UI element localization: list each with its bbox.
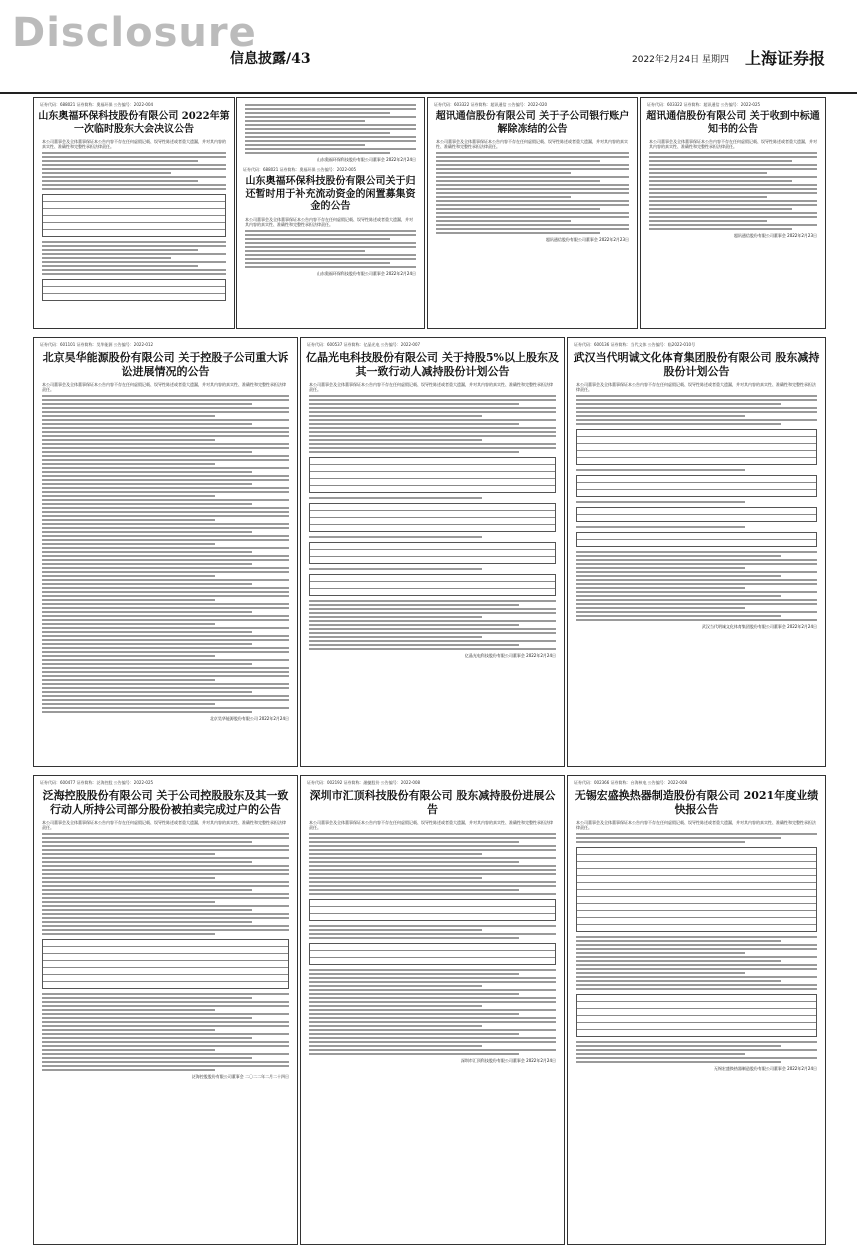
article-signature: 深圳市汇顶科技股份有限公司董事会 2022年2月24日 (460, 1057, 556, 1063)
article-body (309, 497, 556, 499)
article-title: 无锡宏盛换热器制造股份有限公司 2021年度业绩快报公告 (574, 789, 819, 816)
article-body (576, 395, 817, 425)
article-body (309, 536, 556, 538)
newspaper-logo: 上海证券报 (745, 49, 826, 68)
shareholding-table (42, 939, 289, 989)
article-signature: 武汉当代明诚文化体育集团股份有限公司董事会 2022年2月24日 (701, 623, 817, 629)
article-dangdai-reduction (567, 337, 826, 767)
adjusted-data-table (576, 994, 817, 1037)
shareholder-table (576, 429, 817, 465)
article-title: 亿晶光电科技股份有限公司 关于持股5%以上股东及其一致行动人减持股份计划公告 (306, 351, 559, 378)
article-body (309, 568, 556, 570)
article-signature: 超讯通信股份有限公司董事会 2022年2月23日 (545, 237, 629, 242)
vote-table (42, 279, 226, 301)
article-title: 山东奥福环保科技股份有限公司 2022年第一次临时股东大会决议公告 (38, 111, 230, 135)
article-chaoxun-bid (640, 97, 826, 329)
article-body (309, 925, 556, 939)
article-meta: 证券代码：600477 证券简称：泛海控股 公告编号：2022-025 (40, 780, 154, 785)
page-header (0, 0, 857, 94)
article-body (42, 241, 226, 275)
article-title: 山东奥福环保科技股份有限公司关于归还暂时用于补充流动资金的闲置募集资金的公告 (245, 176, 416, 212)
article-notice: 本公司董事会及全体董事保证本公告内容不存在任何虚假记载、误导性陈述或者重大遗漏，并对其内容的真实性、准确性和完整性承担法律责任。 (576, 381, 816, 392)
article-body (436, 152, 629, 234)
article-meta: 证券代码：688021 证券简称：奥福环保 公告编号：2022-004 (40, 102, 154, 107)
article-body (42, 993, 289, 1071)
article-signature: 北京昊华能源股份有限公司 2022年2月24日 (209, 715, 289, 721)
article-body (576, 501, 817, 503)
article-body (576, 469, 817, 471)
article-haohua-lawsuit (33, 337, 298, 767)
article-aofu-funds (236, 97, 425, 329)
article-body (576, 526, 817, 528)
article-body (309, 600, 556, 650)
article-body (42, 833, 289, 935)
article-notice: 本公司董事会及全体董事保证本公告内容不存在任何虚假记载、误导性陈述或者重大遗漏，并对其内容的真实性、准确性和完整性承担法律责任。 (309, 381, 553, 392)
article-aofu-meeting (33, 97, 235, 329)
past-reduction-table (309, 542, 556, 564)
shareholder-table (309, 899, 556, 921)
article-signature: 泛海控股股份有限公司董事会 二〇二二年二月二十四日 (191, 1073, 289, 1079)
article-meta: 证券代码：600136 证券简称：当代文体 公告编号：临2022-010号 (574, 342, 696, 347)
article-signature: 山东奥福环保科技股份有限公司董事会 2022年2月24日 (316, 270, 416, 276)
article-chaoxun-account (427, 97, 638, 329)
article-signature: 亿晶光电科技股份有限公司董事会 2022年2月24日 (464, 652, 556, 658)
section-title-english: Disclosure (12, 10, 257, 56)
past-reduction-table (576, 507, 817, 522)
page-number: /43 (286, 51, 311, 67)
article-meta: 证券代码：603322 证券简称：超讯通信 公告编号：2022-025 (647, 102, 761, 107)
article-fanhai-auction (33, 775, 298, 1245)
article-signature: 超讯通信股份有限公司董事会 2022年2月23日 (733, 233, 817, 238)
article-signature: 山东奥福环保科技股份有限公司董事会 2022年2月24日 (316, 157, 416, 162)
article-body (309, 395, 556, 453)
article-title: 武汉当代明诚文化体育集团股份有限公司 股东减持股份计划公告 (573, 351, 820, 378)
concert-party-table (309, 503, 556, 532)
article-notice: 本公司董事会及全体董事保证本公告内容不存在任何虚假记载、误导性陈述或者重大遗漏，并对其内容的真实性、准确性和完整性承担法律责任。 (576, 819, 816, 830)
article-signature: 无锡宏盛换热器制造股份有限公司董事会 2022年2月24日 (713, 1065, 817, 1071)
article-notice: 本公司董事会及全体董事保证本公告内容不存在任何虚假记载、误导性陈述或者重大遗漏，并对其内容的真实性、准确性和完整性承担法律责任。 (245, 216, 413, 227)
article-notice: 本公司董事会及全体董事保证本公告内容不存在任何虚假记载、误导性陈述或者重大遗漏，并对其内容的真实性、准确性和完整性承担法律责任。 (42, 819, 286, 830)
article-meta: 证券代码：002366 证券简称：台海核电 公告编号：2022-008 (574, 780, 688, 785)
article-body (576, 936, 817, 990)
concert-party-table (576, 475, 817, 497)
article-title: 泛海控股股份有限公司 关于公司控股股东及其一致行动人所持公司部分股份被拍卖完成过户的公告 (42, 789, 289, 816)
shareholder-table (309, 457, 556, 493)
article-notice: 本公司董事会及全体董事保证本公告内容不存在任何虚假记载、误导性陈述或者重大遗漏，并对其内容的真实性、准确性和完整性承担法律责任。 (309, 819, 553, 830)
article-body (245, 230, 416, 268)
article-body (309, 833, 556, 895)
article-body (576, 833, 817, 843)
article-notice: 本公司董事会及全体董事保证本公告内容不存在任何虚假记载、误导性陈述或者重大遗漏，并对其内容的真实性、准确性和完整性承担法律责任。 (42, 139, 226, 149)
article-notice: 本公司董事会及全体董事保证本公告内容不存在任何虚假记载、误导性陈述或者重大遗漏，并对其内容的真实性、准确性和完整性承担法律责任。 (436, 139, 628, 149)
article-body (42, 395, 289, 713)
article-notice: 本公司董事会及全体董事保证本公告内容不存在任何虚假记载、误导性陈述或者重大遗漏，并对其内容的真实性、准确性和完整性承担法律责任。 (649, 139, 817, 149)
reduction-plan-table (576, 532, 817, 547)
vote-table (42, 194, 226, 237)
article-body (42, 152, 226, 190)
article-meta: 证券代码：002192 证券简称：融捷股份 公告编号：2022-008 (307, 780, 421, 785)
section-title-chinese: 信息披露 (230, 51, 286, 67)
reduction-progress-table (309, 943, 556, 965)
section-title (230, 48, 311, 68)
article-body-continued (245, 104, 416, 154)
article-title: 北京昊华能源股份有限公司 关于控股子公司重大诉讼进展情况的公告 (42, 351, 289, 378)
article-body (576, 551, 817, 621)
article-title: 深圳市汇顶科技股份有限公司 股东减持股份进展公告 (309, 789, 556, 816)
financial-data-table (576, 847, 817, 932)
article-body (649, 152, 817, 230)
article-meta: 证券代码：603322 证券简称：超讯通信 公告编号：2022-020 (434, 102, 548, 107)
article-yijing-reduction (300, 337, 565, 767)
article-meta: 证券代码：688021 证券简称：奥福环保 公告编号：2022-005 (243, 167, 357, 172)
article-meta: 证券代码：601101 证券简称：昊华能源 公告编号：2022-012 (40, 342, 154, 347)
article-body (309, 969, 556, 1055)
article-title: 超讯通信股份有限公司 关于子公司银行账户解除冻结的公告 (435, 111, 630, 135)
article-title: 超讯通信股份有限公司 关于收到中标通知书的公告 (646, 111, 820, 135)
issue-date: 2022年2月24日 星期四 (632, 55, 729, 65)
article-hongsheng-results (567, 775, 826, 1245)
reduction-plan-table (309, 574, 556, 596)
article-body (576, 1041, 817, 1063)
article-meta: 证券代码：600537 证券简称：亿晶光电 公告编号：2022-007 (307, 342, 421, 347)
article-huiding-progress (300, 775, 565, 1245)
article-notice: 本公司董事会及全体董事保证本公告内容不存在任何虚假记载、误导性陈述或者重大遗漏，并对其内容的真实性、准确性和完整性承担法律责任。 (42, 381, 286, 392)
